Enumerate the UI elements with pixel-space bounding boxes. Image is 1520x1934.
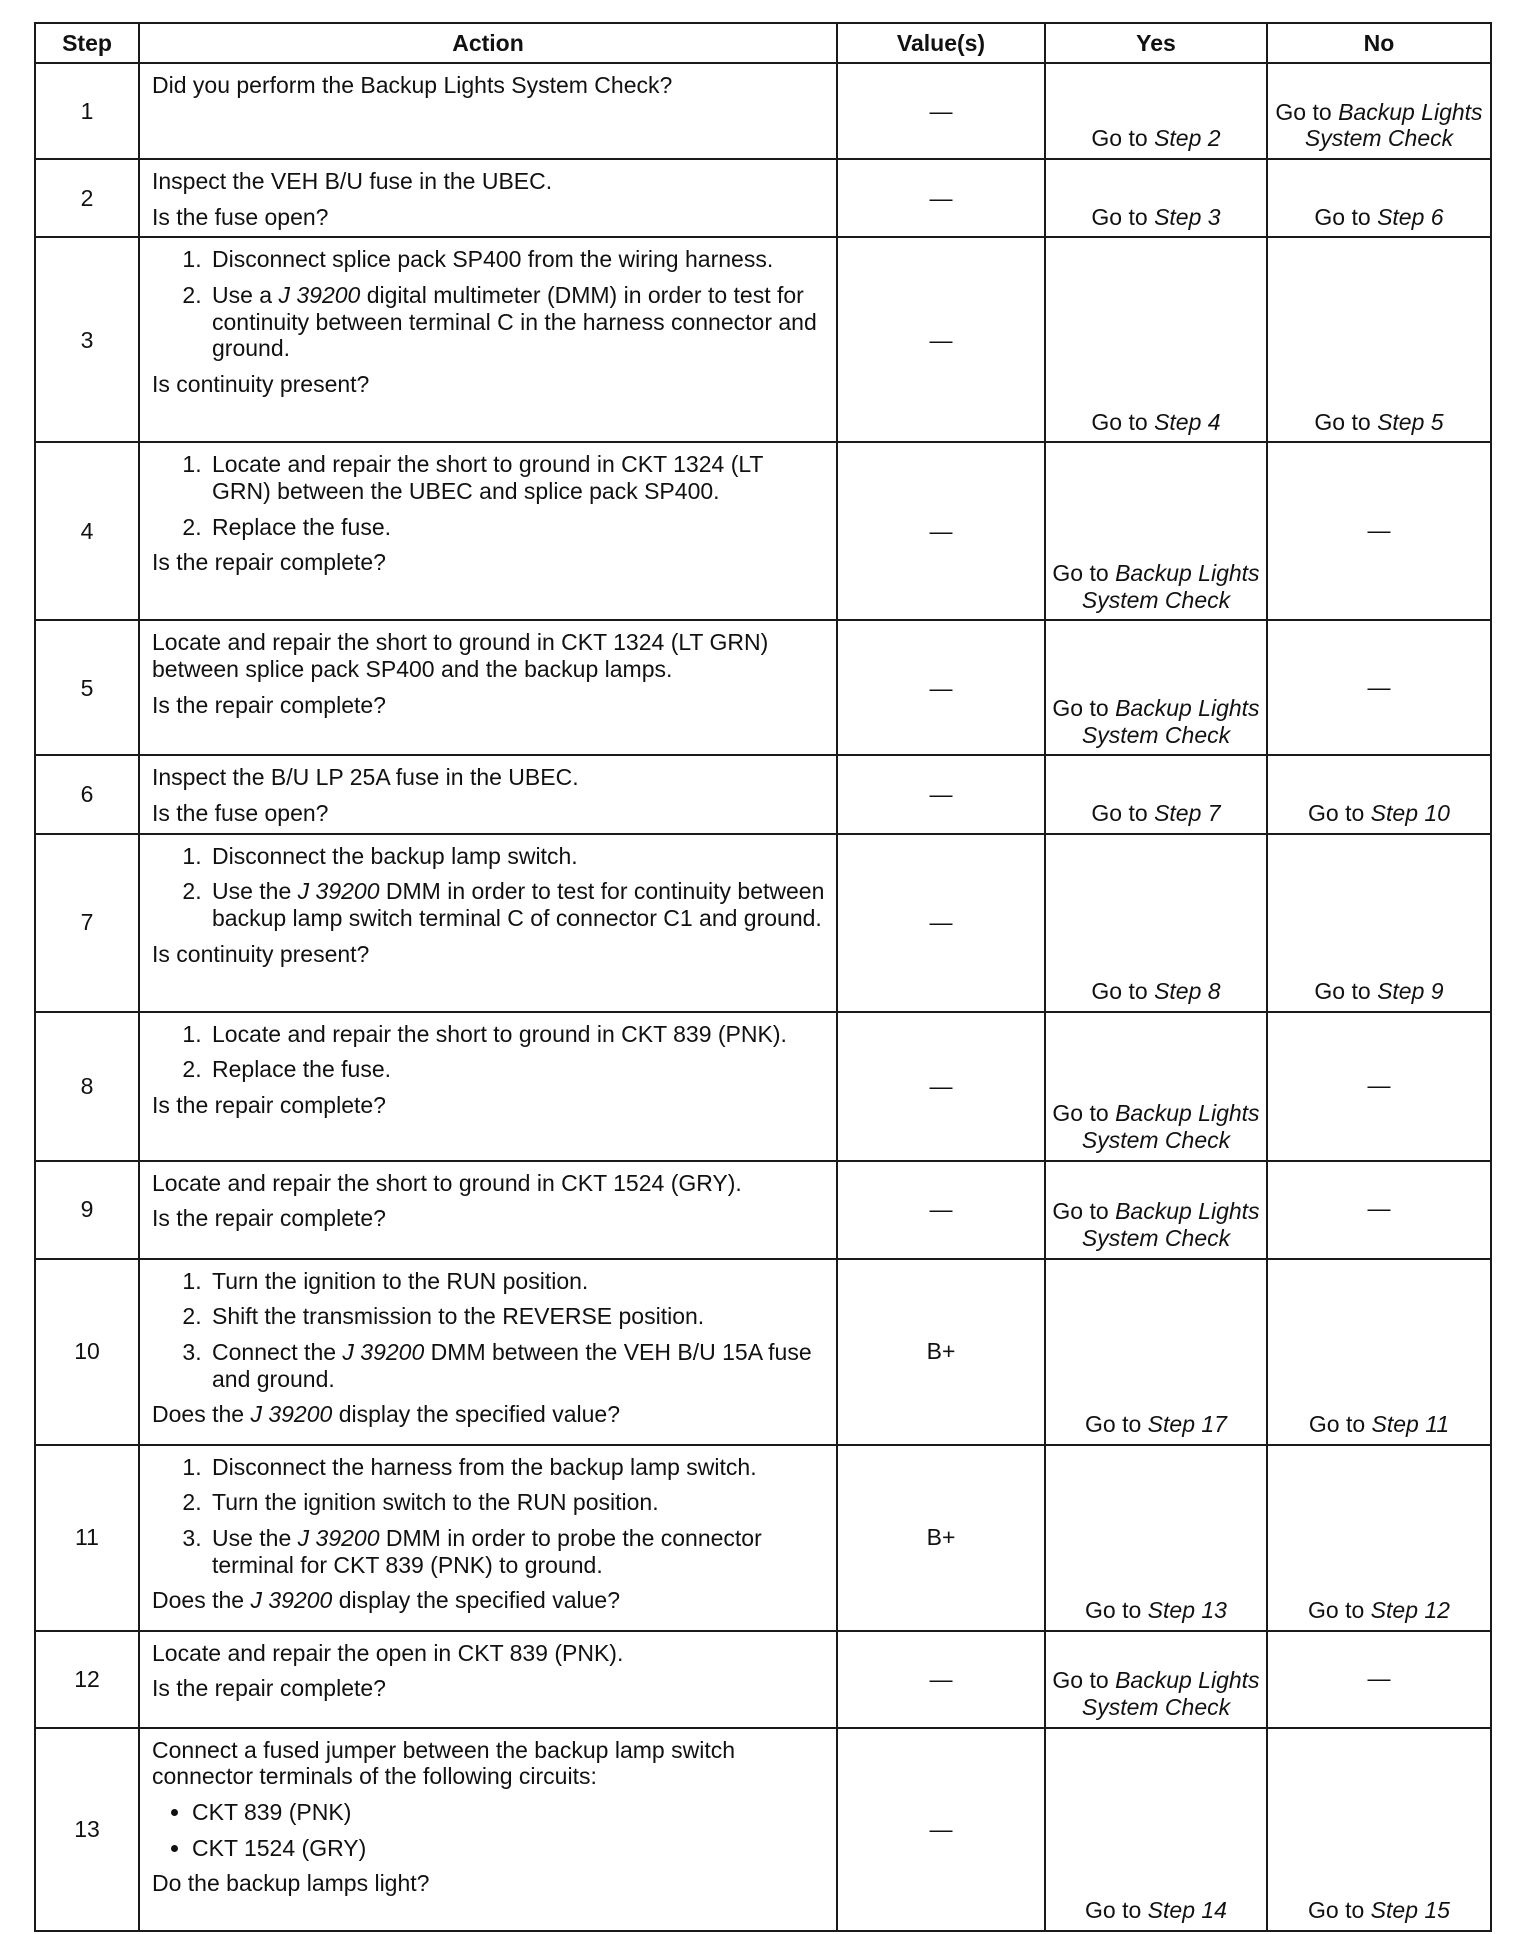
text-run: Is continuity present? [152,940,370,967]
no-cell: — [1267,620,1491,755]
reference-text: J 39200 [342,1339,425,1366]
reference-text: Step 7 [1154,800,1221,827]
action-line [152,371,826,398]
table-row [35,237,1491,442]
yes-cell [1045,620,1267,755]
reference-text: Backup Lights System Check [1081,1198,1260,1252]
text-run: Inspect the B/U LP 25A fuse in the UBEC. [152,764,579,791]
step-number: 2 [35,159,139,237]
text-run: Go to [1091,408,1155,435]
list-item [208,282,826,362]
reference-text: Step 2 [1154,125,1221,152]
text-run: Is the repair complete? [152,1205,386,1232]
text-run: Go to [1308,800,1371,827]
action-line [152,764,826,791]
action-line [152,1737,826,1790]
step-number: 3 [35,237,139,442]
list-item [208,1489,826,1516]
action-cell [139,442,837,620]
text-run: display the specified value? [332,1401,620,1428]
reference-text: Backup Lights System Check [1081,560,1260,613]
value-cell: — [837,159,1045,237]
table-row [35,834,1491,1012]
text-run: CKT 839 (PNK) [192,1799,352,1826]
action-line [152,549,826,576]
text-run: DMM in order to test for continuity between backup lamp switch terminal C of connector C1 and ground. [212,878,825,932]
table-row [35,1259,1491,1445]
text-run: Go to [1091,800,1155,827]
header-yes: Yes [1045,23,1267,63]
action-cell [139,1445,837,1631]
reference-text: Step 17 [1147,1411,1227,1438]
table-row [35,1161,1491,1259]
value-cell: — [837,1161,1045,1259]
yes-cell [1045,63,1267,159]
list-item [208,514,826,541]
list-item [208,1339,826,1392]
table-row [35,620,1491,755]
text-run: Disconnect the harness from the backup lamp switch. [212,1453,757,1480]
text-run: Locate and repair the short to ground in CKT 839 (PNK). [212,1020,787,1047]
text-run: Turn the ignition to the RUN position. [212,1267,589,1294]
text-run: Connect a fused jumper between the backup lamp switch connector terminals of the following circuits: [152,1736,735,1790]
list-item [208,451,826,504]
action-line [152,1170,826,1197]
text-run: Use the [212,1525,298,1552]
action-cell [139,620,837,755]
list-item [208,843,826,870]
yes-cell [1045,1445,1267,1631]
text-run: Go to [1085,1597,1148,1624]
value-cell: B+ [837,1445,1045,1631]
value-cell: — [837,237,1045,442]
text-run: Go to [1314,978,1378,1005]
text-run: Go to [1314,408,1378,435]
step-number: 9 [35,1161,139,1259]
yes-cell [1045,834,1267,1012]
action-cell [139,1012,837,1161]
reference-text: J 39200 [278,282,361,309]
text-run: Did you perform the Backup Lights System Check? [152,72,673,98]
action-line [152,800,826,827]
reference-text: Step 4 [1154,408,1221,435]
text-run: Go to [1091,203,1155,230]
header-values: Value(s) [837,23,1045,63]
no-cell [1267,237,1491,442]
reference-text: Step 10 [1370,800,1450,827]
text-run: Connect the [212,1339,343,1366]
text-run: Go to [1091,125,1155,152]
action-line [152,692,826,719]
value-cell: — [837,442,1045,620]
text-run: Is the fuse open? [152,800,329,827]
reference-text: Step 5 [1377,408,1444,435]
value-cell: — [837,1631,1045,1728]
numbered-steps [152,1268,826,1393]
no-cell [1267,1445,1491,1631]
yes-cell [1045,1161,1267,1259]
numbered-steps [152,246,826,362]
table-row [35,755,1491,833]
yes-cell [1045,159,1267,237]
action-line [152,72,826,99]
text-run: Inspect the VEH B/U fuse in the UBEC. [152,168,553,194]
list-item [192,1799,826,1826]
text-run: Locate and repair the open in CKT 839 (PNK). [152,1639,624,1666]
bullet-list [152,1799,826,1861]
action-line [152,1587,826,1614]
action-line [152,204,826,231]
action-line [152,168,826,195]
reference-text: Step 11 [1371,1411,1450,1438]
no-cell: — [1267,1012,1491,1161]
reference-text: Step 3 [1154,203,1221,230]
numbered-steps [152,1454,826,1579]
reference-text: Step 14 [1147,1897,1227,1924]
list-item [208,246,826,273]
text-run: Is the repair complete? [152,1092,386,1119]
text-run: Go to [1091,978,1155,1005]
header-action: Action [139,23,837,63]
yes-cell [1045,1728,1267,1931]
text-run: Go to [1085,1411,1148,1438]
text-run: Go to [1085,1897,1148,1924]
value-cell: — [837,1012,1045,1161]
reference-text: J 39200 [250,1401,333,1428]
table-row [35,1728,1491,1931]
text-run: Go to [1052,1198,1116,1225]
action-cell [139,1161,837,1259]
table-row [35,63,1491,159]
action-line [152,941,826,968]
action-line [152,1870,826,1897]
action-line [152,1205,826,1232]
text-run: Locate and repair the short to ground in CKT 1324 (LT GRN) between the UBEC and splice pack SP400. [212,451,764,505]
reference-text: Step 12 [1370,1597,1450,1624]
text-run: Is continuity present? [152,371,370,398]
reference-text: J 39200 [297,1525,380,1552]
table-row [35,442,1491,620]
numbered-steps [152,1021,826,1083]
list-item [208,1525,826,1578]
action-cell [139,159,837,237]
text-run: Disconnect the backup lamp switch. [212,842,578,869]
text-run: Is the fuse open? [152,203,329,230]
value-cell: — [837,1728,1045,1931]
value-cell: — [837,755,1045,833]
action-line [152,1675,826,1702]
no-cell [1267,63,1491,159]
action-cell [139,1259,837,1445]
step-number: 5 [35,620,139,755]
list-item [208,1454,826,1481]
action-cell [139,1728,837,1931]
step-number: 1 [35,63,139,159]
text-run: Does the [152,1587,251,1614]
list-item [192,1835,826,1862]
action-cell [139,1631,837,1728]
text-run: Is the repair complete? [152,549,386,576]
text-run: DMM in order to probe the connector terminal for CKT 839 (PNK) to ground. [212,1525,762,1578]
list-item [208,1056,826,1083]
yes-cell [1045,1259,1267,1445]
step-number: 7 [35,834,139,1012]
text-run: Go to [1308,1411,1372,1438]
text-run: Go to [1052,1667,1116,1694]
text-run: Go to [1314,203,1378,230]
no-cell [1267,159,1491,237]
reference-text: Step 9 [1377,978,1444,1005]
text-run: Replace the fuse. [212,1056,392,1083]
action-line [152,1401,826,1428]
text-run: Go to [1052,560,1116,586]
text-run: Use the [212,878,298,905]
text-run: DMM between the VEH B/U 15A fuse and ground. [212,1339,812,1392]
table-row [35,1445,1491,1631]
text-run: Locate and repair the short to ground in CKT 1324 (LT GRN) between splice pack SP400 and the backup lamps. [152,629,769,683]
text-run: Is the repair complete? [152,1675,386,1702]
action-cell [139,63,837,159]
action-cell [139,237,837,442]
value-cell: — [837,834,1045,1012]
text-run: Go to [1052,695,1116,721]
no-cell: — [1267,442,1491,620]
yes-cell [1045,755,1267,833]
yes-cell [1045,1631,1267,1728]
reference-text: Step 15 [1370,1897,1450,1924]
step-number: 10 [35,1259,139,1445]
text-run: Go to [1052,1100,1116,1127]
numbered-steps [152,843,826,932]
table-row [35,159,1491,237]
text-run: Is the repair complete? [152,691,386,718]
yes-cell [1045,442,1267,620]
yes-cell [1045,237,1267,442]
reference-text: Backup Lights System Check [1304,98,1483,152]
text-run: Replace the fuse. [212,513,392,540]
step-number: 4 [35,442,139,620]
step-number: 12 [35,1631,139,1728]
reference-text: Backup Lights System Check [1081,695,1260,748]
reference-text: Step 6 [1377,203,1444,230]
text-run: display the specified value? [332,1587,620,1614]
table-row [35,1631,1491,1728]
header-row [35,23,1491,63]
no-cell: — [1267,1631,1491,1728]
value-cell: B+ [837,1259,1045,1445]
action-cell [139,755,837,833]
text-run: Go to [1275,98,1339,125]
reference-text: J 39200 [297,878,380,905]
step-number: 6 [35,755,139,833]
table-row [35,1012,1491,1161]
text-run: Disconnect splice pack SP400 from the wiring harness. [212,246,774,273]
header-step: Step [35,23,139,63]
text-run: Turn the ignition switch to the RUN position. [212,1489,659,1516]
text-run: Shift the transmission to the REVERSE position. [212,1303,705,1330]
no-cell [1267,1259,1491,1445]
list-item [208,878,826,931]
reference-text: Backup Lights System Check [1081,1100,1260,1154]
diagnostic-table [34,22,1492,1932]
step-number: 11 [35,1445,139,1631]
text-run: Use a [212,282,279,309]
list-item [208,1021,826,1048]
action-line [152,629,826,682]
step-number: 8 [35,1012,139,1161]
reference-text: Step 8 [1154,978,1221,1005]
text-run: Locate and repair the short to ground in CKT 1524 (GRY). [152,1169,742,1196]
action-line [152,1092,826,1119]
reference-text: J 39200 [250,1587,333,1614]
text-run: Do the backup lamps light? [152,1870,430,1897]
numbered-steps [152,451,826,540]
action-line [152,1640,826,1667]
value-cell: — [837,620,1045,755]
reference-text: Backup Lights System Check [1081,1667,1260,1721]
no-cell [1267,834,1491,1012]
no-cell [1267,755,1491,833]
text-run: digital multimeter (DMM) in order to test for continuity between terminal C in the harness connector and ground. [212,282,817,362]
text-run: Go to [1308,1897,1371,1924]
no-cell: — [1267,1161,1491,1259]
yes-cell [1045,1012,1267,1161]
reference-text: Step 13 [1147,1597,1227,1624]
text-run: Go to [1308,1597,1371,1624]
list-item [208,1303,826,1330]
text-run: Does the [152,1401,251,1428]
no-cell [1267,1728,1491,1931]
text-run: CKT 1524 (GRY) [192,1834,367,1861]
list-item [208,1268,826,1295]
step-number: 13 [35,1728,139,1931]
value-cell: — [837,63,1045,159]
header-no: No [1267,23,1491,63]
action-cell [139,834,837,1012]
